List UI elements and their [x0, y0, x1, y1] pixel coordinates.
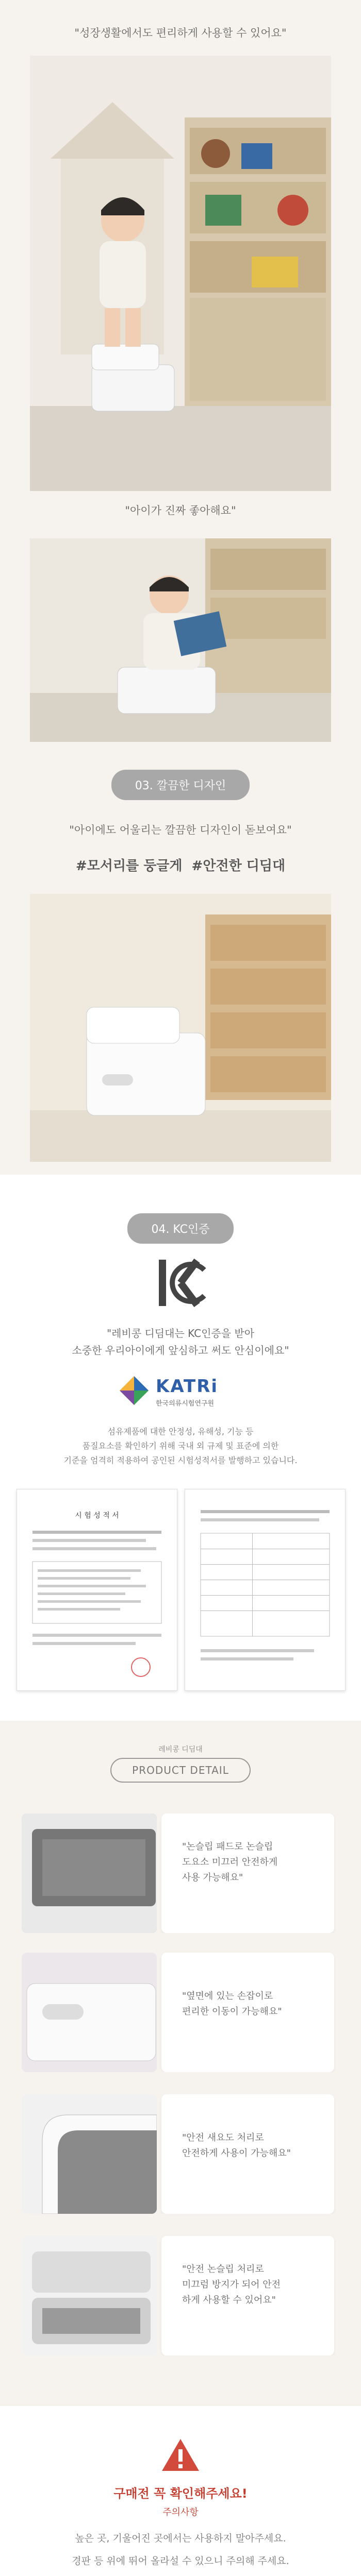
detail-image-edge	[22, 2094, 157, 2214]
certificate-title: 시 험 성 적 서	[75, 1512, 119, 1520]
photo-scene-1	[30, 56, 331, 491]
certificate-body-lines	[17, 1520, 177, 1690]
section-product-detail	[0, 1721, 361, 2406]
detail-row-4	[22, 2236, 339, 2355]
rounded-edge-image	[22, 2094, 157, 2214]
nonslip-pad-image	[22, 1814, 157, 1933]
detail-4-line-2: 미끄럼 방지가 되어 안전	[182, 2279, 281, 2290]
certificate-2	[185, 1489, 346, 1691]
detail-2-line-2: 편리한 이동이 가능해요"	[182, 2006, 282, 2017]
design-quote: "아이에도 어울리는 깔끔한 디자인이 돋보여요"	[69, 824, 292, 836]
photo-child-reading	[30, 538, 331, 742]
kc-desc-2: 품질요소를 확인하기 위해 국내 외 규제 및 표준에 의한	[82, 1441, 279, 1451]
photo-scene-2	[30, 538, 331, 742]
handle-image	[22, 1953, 157, 2072]
detail-card-3	[161, 2094, 334, 2214]
detail-image-bottom	[22, 2236, 157, 2355]
detail-pill: PRODUCT DETAIL	[110, 1758, 251, 1783]
detail-3-line-1: "안전 새요도 처리로	[182, 2132, 264, 2143]
section-design	[0, 757, 361, 1175]
photo-stool-room	[30, 894, 331, 1162]
kc-pill: 04. KC인증	[127, 1213, 233, 1244]
notice-subtitle: 주의사항	[162, 2507, 199, 2518]
katri-emblem-icon	[119, 1375, 150, 1406]
notice-line-2: 경판 등 위에 뛰어 올라설 수 있으니 주의해 주세요.	[72, 2555, 289, 2567]
design-tag-safe: #안전한 디딤대	[191, 858, 286, 874]
katri-subtitle: 한국의류시험연구원	[156, 1400, 215, 1408]
section-kc	[0, 1175, 361, 1721]
design-pill: 03. 깔끔한 디자인	[111, 770, 250, 800]
notice-line-1: 높은 곳, 기울어진 곳에서는 사용하지 말아주세요.	[75, 2533, 286, 2544]
detail-card-4	[161, 2236, 334, 2355]
detail-1-line-2: 도요소 미끄러 안전하게	[182, 1857, 278, 1868]
kc-text-1: "레비콩 디딤대는 KC인증을 받아	[106, 1327, 255, 1340]
photo-scene-3	[30, 894, 331, 1162]
warning-icon	[160, 2437, 201, 2473]
katri-wordmark: KATRi	[156, 1376, 219, 1397]
detail-row-2	[22, 1953, 339, 2072]
certificate-1	[17, 1489, 177, 1691]
section-notice	[0, 2406, 361, 2576]
kc-desc-1: 섬유제품에 대한 안정성, 유해성, 기능 등	[107, 1427, 254, 1436]
detail-row-3	[22, 2094, 339, 2214]
detail-4-line-3: 하게 사용할 수 있어요"	[182, 2295, 276, 2306]
detail-1-line-1: "논슬립 패드로 논슬립	[182, 1841, 273, 1852]
kc-mark-icon	[155, 1255, 206, 1311]
detail-1-line-3: 사용 가능해요"	[182, 1872, 243, 1883]
certificate-2-body-lines	[185, 1489, 345, 1690]
kc-text-2: 소중한 우리아이에게 앞심하고 써도 안심이에요"	[72, 1344, 289, 1357]
detail-image-nonslip	[22, 1814, 157, 1933]
detail-row-1	[22, 1814, 339, 1933]
photo-child-standing	[30, 56, 331, 491]
detail-4-line-1: "안전 논슬립 처리로	[182, 2264, 264, 2275]
detail-image-handle	[22, 1953, 157, 2072]
katri-logo	[119, 1373, 242, 1409]
notice-title: 구매전 꼭 확인해주세요!	[113, 2486, 248, 2501]
usage-quote-mid: "아이가 진짜 좋아해요"	[125, 504, 236, 517]
kc-logo	[155, 1255, 206, 1311]
bottom-grip-image	[22, 2236, 157, 2355]
detail-card-2	[161, 1953, 334, 2072]
detail-card-1	[161, 1814, 334, 1933]
detail-small-label: 레비콩 디딤대	[158, 1745, 203, 1754]
detail-2-line-1: "옆면에 있는 손잡이로	[182, 1991, 273, 2002]
detail-3-line-2: 안전하게 사용이 가능해요"	[182, 2148, 291, 2159]
design-tag-rounded: #모서리를 둥글게	[75, 858, 183, 874]
section-usage	[0, 0, 361, 757]
warning-triangle-icon	[160, 2437, 201, 2473]
notice-line-3	[0, 2572, 361, 2576]
kc-desc-3: 기준을 엄격히 적용하여 공인된 시험성적서를 발행하고 있습니다.	[63, 1455, 298, 1465]
usage-quote-top: "성장생활에서도 편리하게 사용할 수 있어요"	[74, 27, 287, 39]
